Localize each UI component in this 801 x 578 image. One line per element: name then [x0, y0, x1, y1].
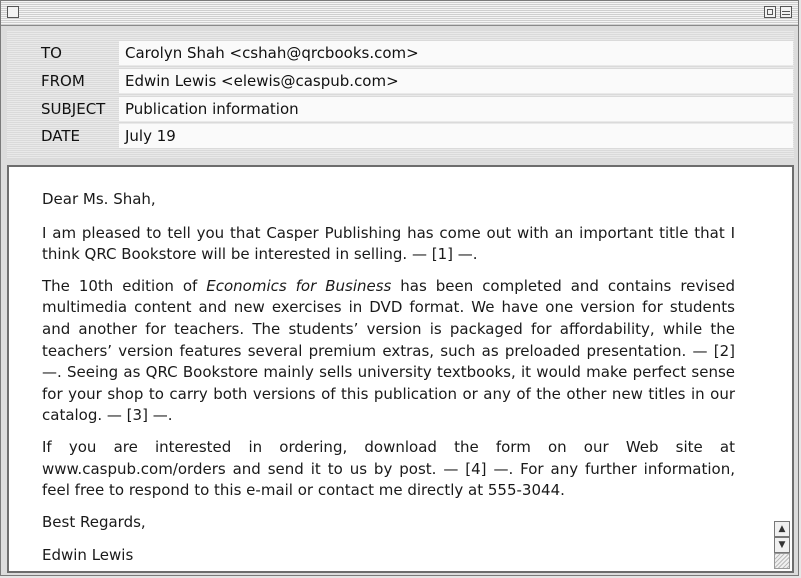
paragraph-3: If you are interested in ordering, download the form on our Web site at www.caspub.com/orders and send it to us by post. — [4] —. For any further information, feel free to respond to this e-mail or contact me directly at 555-3044.: [42, 437, 735, 500]
to-label: TO: [41, 44, 62, 62]
greeting: Dear Ms. Shah,: [42, 190, 156, 208]
zoom-box-icon[interactable]: [764, 6, 776, 18]
book-title: Economics for Business: [206, 276, 392, 295]
date-label: DATE: [41, 127, 81, 145]
scroll-up-arrow-icon[interactable]: ▲: [774, 521, 790, 537]
paragraph-2: [42, 276, 735, 427]
paragraph-1: I am pleased to tell you that Casper Publishing has come out with an important title that I think QRC Bookstore will be interested in selling. — [1] —.: [42, 223, 735, 264]
subject-label: SUBJECT: [41, 100, 106, 118]
from-field[interactable]: Edwin Lewis <elewis@caspub.com>: [119, 69, 793, 93]
paragraph-2-rest: has been completed and contains revised multimedia content and new exercises in DVD format. We have one version for students and another for teachers. The students’ version is packaged for affordability, while the teachers’ version features several premium extras, such as preloaded presentation. — [2] —. Seeing as QRC Bookstore mainly sells university textbooks, it would make perfect sense for your shop to carry both versions of this publication or any of the other new titles in our catalog. — [3] —.: [42, 276, 735, 425]
collapse-box-icon[interactable]: [780, 6, 792, 18]
date-field[interactable]: July 19: [119, 124, 793, 148]
to-field[interactable]: Carolyn Shah <cshah@qrcbooks.com>: [119, 41, 793, 65]
message-text[interactable]: [42, 189, 735, 577]
close-box-icon[interactable]: [7, 6, 19, 18]
message-header: [7, 31, 794, 159]
subject-field[interactable]: Publication information: [119, 97, 793, 121]
vertical-scrollbar[interactable]: [774, 169, 790, 569]
closing: Best Regards,: [42, 512, 146, 531]
title-bar[interactable]: [1, 1, 798, 26]
message-body[interactable]: [7, 165, 794, 573]
resize-grip-icon[interactable]: [774, 553, 790, 569]
from-label: FROM: [41, 72, 85, 90]
signature: Edwin Lewis: [42, 546, 134, 565]
paragraph-2-start: The 10th edition of: [42, 276, 207, 295]
scroll-down-arrow-icon[interactable]: ▼: [774, 537, 790, 553]
